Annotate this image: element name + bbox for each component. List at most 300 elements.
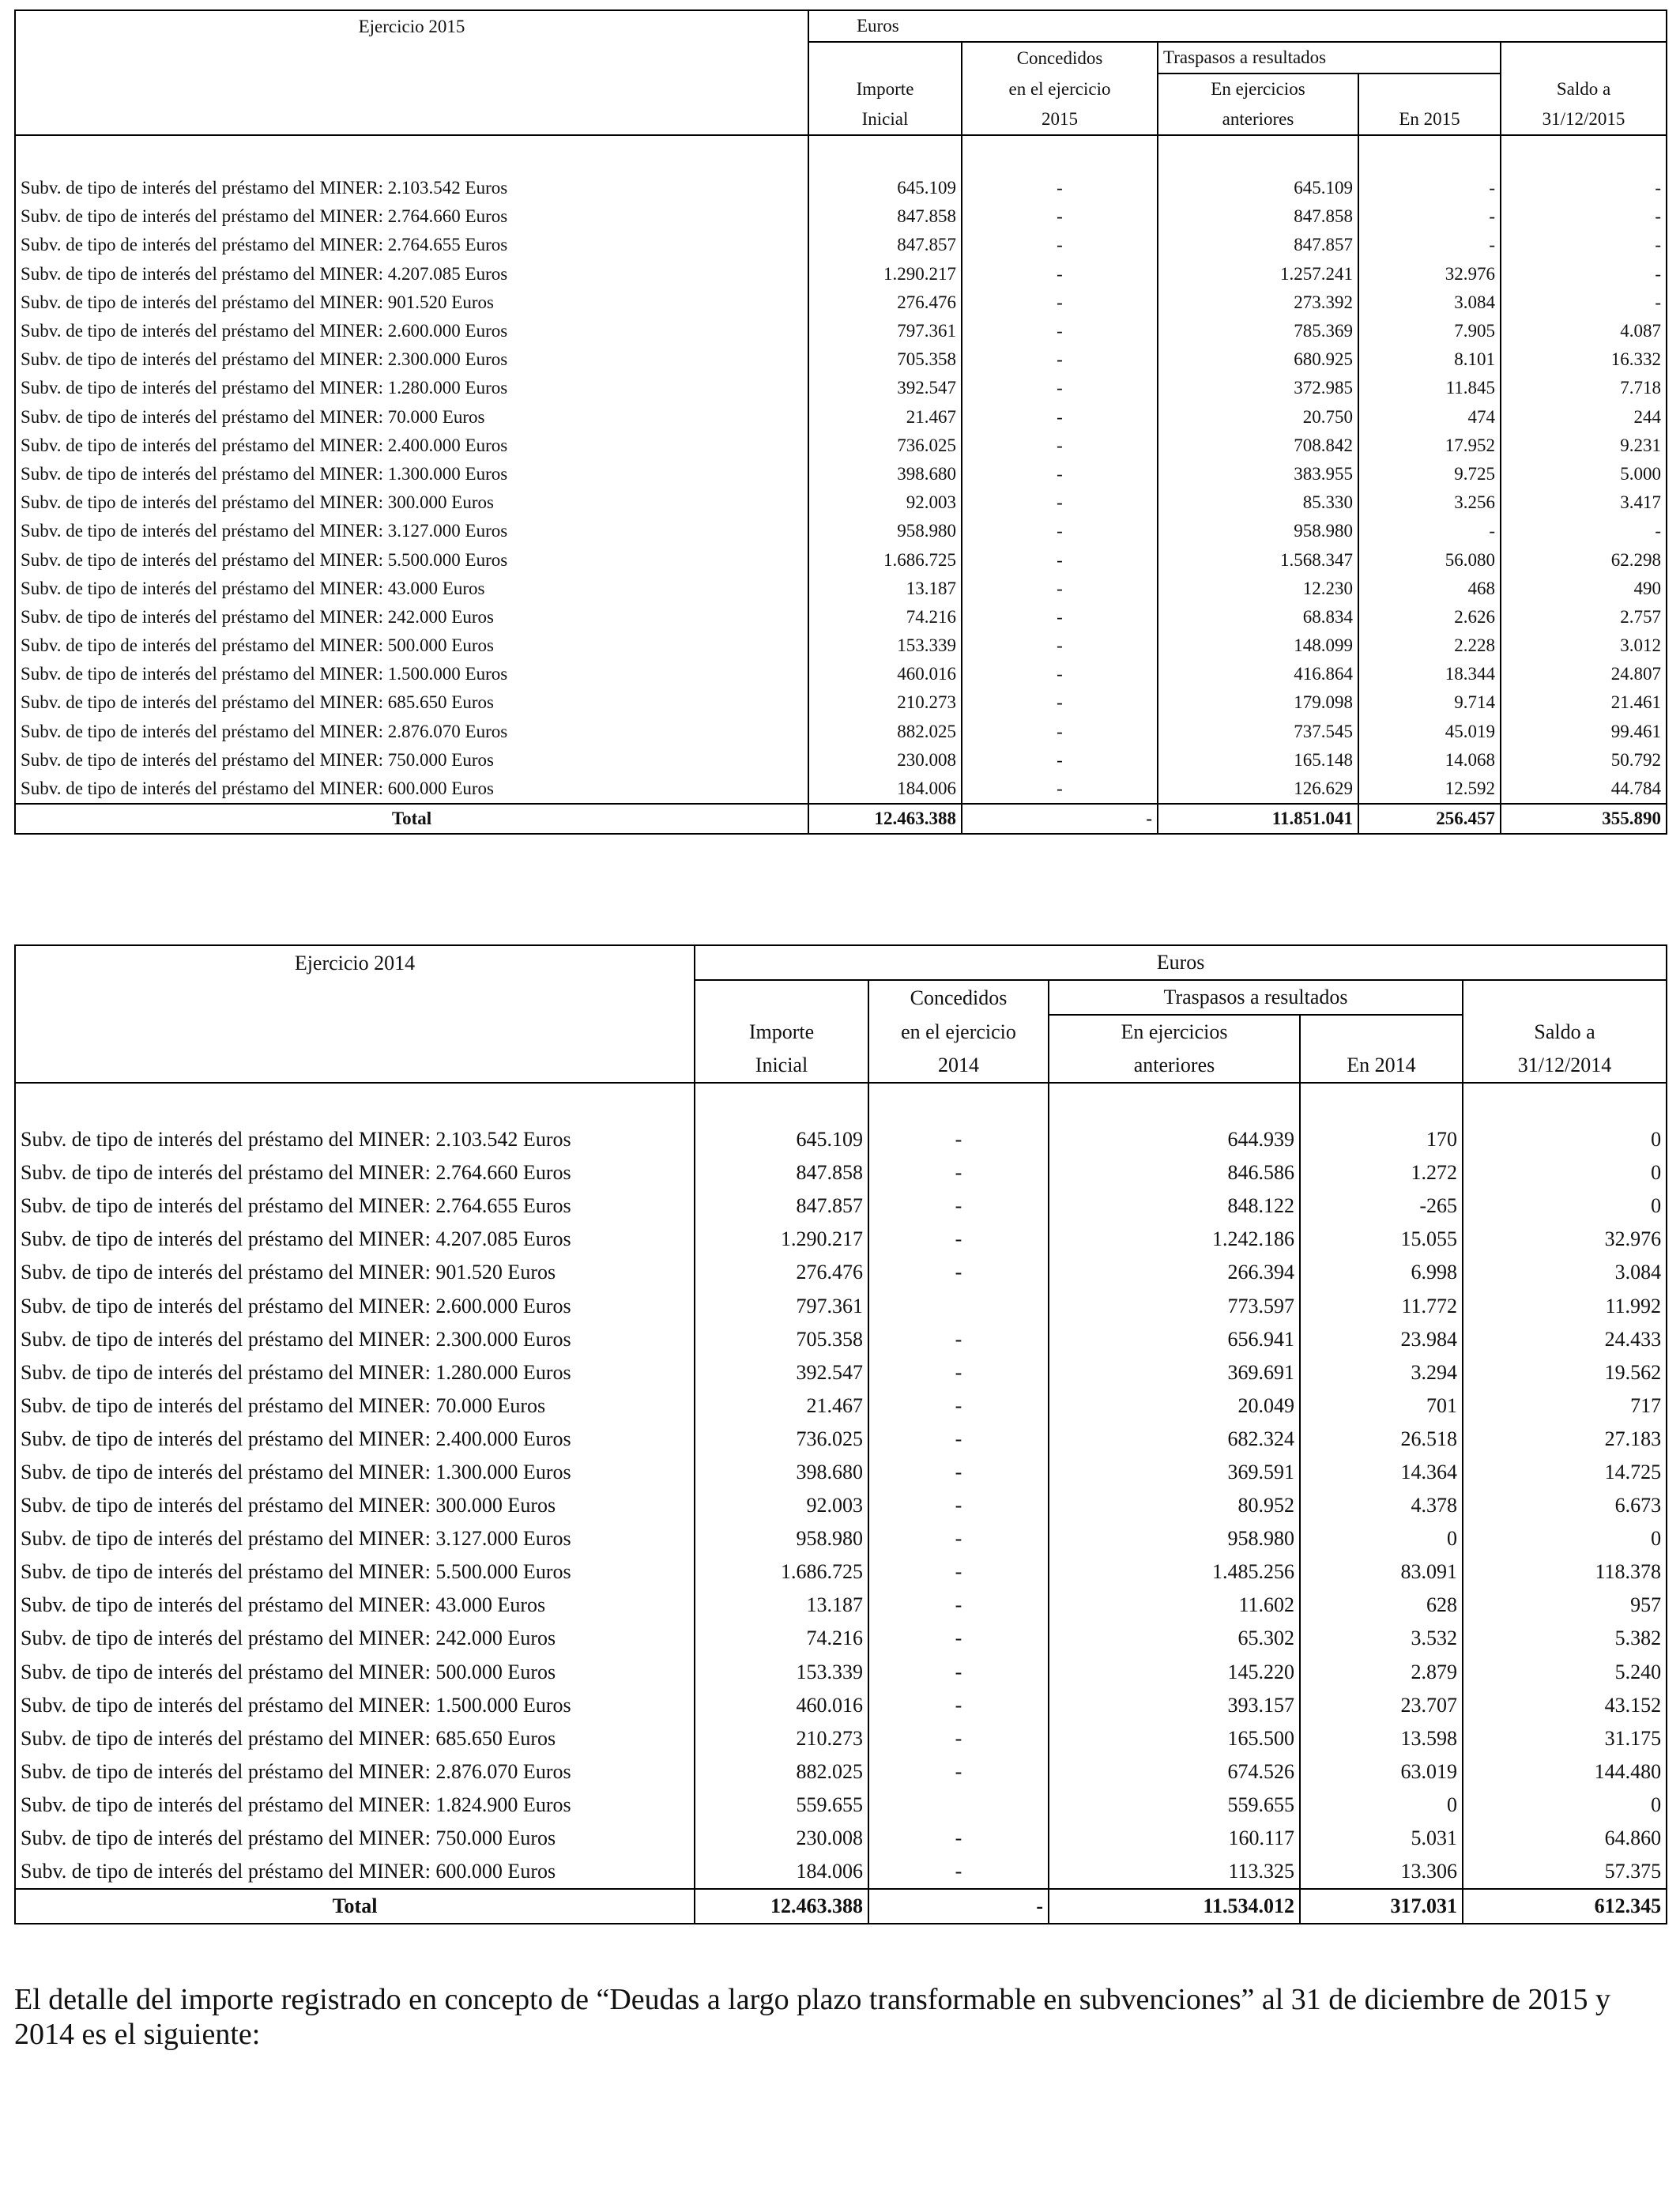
- table-row: [15, 1789, 1667, 1822]
- anteriores-cell: 682.324: [1049, 1423, 1300, 1456]
- concedidos-header: Concedidos: [962, 42, 1158, 74]
- concedidos-cell: -: [868, 1589, 1049, 1622]
- anteriores-cell: 165.500: [1049, 1722, 1300, 1755]
- concept-cell: Subv. de tipo de interés del préstamo del MINER: 2.400.000 Euros: [15, 1423, 695, 1456]
- importe-cell: 705.358: [695, 1323, 868, 1356]
- total-label: Total: [15, 1889, 695, 1924]
- concedidos-cell: -: [868, 1555, 1049, 1589]
- importe-cell: 21.467: [808, 403, 962, 432]
- anteriores-cell: 958.980: [1049, 1522, 1300, 1555]
- concept-cell: Subv. de tipo de interés del préstamo del MINER: 5.500.000 Euros: [15, 1555, 695, 1589]
- concept-cell: Subv. de tipo de interés del préstamo del MINER: 242.000 Euros: [15, 603, 808, 631]
- anteriores-header-line2: anteriores: [1158, 104, 1358, 135]
- table-row: [15, 1656, 1667, 1689]
- table-row: [15, 1223, 1667, 1256]
- anteriores-cell: 1.242.186: [1049, 1223, 1300, 1256]
- anteriores-cell: 160.117: [1049, 1822, 1300, 1855]
- table-row: [15, 1555, 1667, 1589]
- concedidos-cell: -: [962, 460, 1158, 488]
- importe-cell: 184.006: [808, 775, 962, 804]
- en-year-cell: 9.714: [1358, 688, 1501, 717]
- en-year-cell: 26.518: [1300, 1423, 1463, 1456]
- saldo-cell: 32.976: [1463, 1223, 1667, 1256]
- en-year-cell: 2.626: [1358, 603, 1501, 631]
- concedidos-cell: -: [868, 1855, 1049, 1889]
- importe-cell: 13.187: [808, 575, 962, 603]
- en-year-cell: 14.068: [1358, 746, 1501, 775]
- concedidos-cell: -: [962, 174, 1158, 202]
- concedidos-cell: -: [868, 1123, 1049, 1156]
- concedidos-cell: -: [962, 260, 1158, 288]
- en-year-cell: 701: [1300, 1389, 1463, 1423]
- en-year-cell: -: [1358, 202, 1501, 231]
- concept-cell: Subv. de tipo de interés del préstamo del MINER: 2.764.660 Euros: [15, 1156, 695, 1189]
- importe-cell: 13.187: [695, 1589, 868, 1622]
- concedidos-cell: -: [868, 1389, 1049, 1423]
- importe-header-line2: Inicial: [695, 1049, 868, 1083]
- concept-cell: Subv. de tipo de interés del préstamo del MINER: 242.000 Euros: [15, 1622, 695, 1655]
- total-importe: 12.463.388: [695, 1889, 868, 1924]
- saldo-cell: 19.562: [1463, 1356, 1667, 1389]
- saldo-cell: 24.433: [1463, 1323, 1667, 1356]
- concept-cell: Subv. de tipo de interés del préstamo del MINER: 2.300.000 Euros: [15, 1323, 695, 1356]
- saldo-cell: 5.240: [1463, 1656, 1667, 1689]
- concedidos-cell: -: [962, 603, 1158, 631]
- anteriores-cell: 113.325: [1049, 1855, 1300, 1889]
- en-year-cell: 5.031: [1300, 1822, 1463, 1855]
- concept-cell: Subv. de tipo de interés del préstamo del MINER: 2.876.070 Euros: [15, 1755, 695, 1789]
- table-row: [15, 460, 1667, 488]
- en-year-cell: 23.707: [1300, 1689, 1463, 1722]
- total-saldo: 355.890: [1501, 804, 1667, 834]
- importe-cell: 645.109: [808, 174, 962, 202]
- table-row: [15, 1289, 1667, 1322]
- en-year-cell: 3.294: [1300, 1356, 1463, 1389]
- concept-cell: Subv. de tipo de interés del préstamo del MINER: 3.127.000 Euros: [15, 517, 808, 545]
- concept-cell: Subv. de tipo de interés del préstamo del MINER: 2.764.660 Euros: [15, 202, 808, 231]
- concedidos-cell: -: [868, 1489, 1049, 1522]
- ejercicio-label: Ejercicio 2015: [15, 10, 808, 42]
- concept-cell: Subv. de tipo de interés del préstamo del MINER: 2.300.000 Euros: [15, 345, 808, 374]
- traspasos-header: Traspasos a resultados: [1158, 42, 1501, 74]
- concept-cell: Subv. de tipo de interés del préstamo del MINER: 70.000 Euros: [15, 403, 808, 432]
- saldo-cell: 16.332: [1501, 345, 1667, 374]
- importe-cell: 184.006: [695, 1855, 868, 1889]
- anteriores-cell: 369.591: [1049, 1456, 1300, 1489]
- concedidos-cell: -: [868, 1456, 1049, 1489]
- concedidos-cell: -: [962, 545, 1158, 574]
- importe-header-line2: Inicial: [808, 104, 962, 135]
- concedidos-cell: -: [868, 1323, 1049, 1356]
- table-row: [15, 488, 1667, 517]
- en-year-cell: 63.019: [1300, 1755, 1463, 1789]
- anteriores-cell: 145.220: [1049, 1656, 1300, 1689]
- saldo-header-line2: 31/12/2015: [1501, 104, 1667, 135]
- saldo-cell: 24.807: [1501, 660, 1667, 688]
- saldo-cell: 27.183: [1463, 1423, 1667, 1456]
- anteriores-cell: 645.109: [1158, 174, 1358, 202]
- en-year-cell: 3.256: [1358, 488, 1501, 517]
- total-anteriores: 11.851.041: [1158, 804, 1358, 834]
- importe-cell: 847.857: [808, 231, 962, 259]
- subvenciones-table: [14, 944, 1667, 1924]
- concedidos-cell: -: [962, 517, 1158, 545]
- concedidos-cell: -: [868, 1423, 1049, 1456]
- saldo-cell: -: [1501, 517, 1667, 545]
- concept-cell: Subv. de tipo de interés del préstamo del MINER: 2.103.542 Euros: [15, 174, 808, 202]
- table-row: [15, 1489, 1667, 1522]
- concept-cell: Subv. de tipo de interés del préstamo del MINER: 1.500.000 Euros: [15, 1689, 695, 1722]
- concept-cell: Subv. de tipo de interés del préstamo del MINER: 1.500.000 Euros: [15, 660, 808, 688]
- table-row: [15, 374, 1667, 402]
- anteriores-cell: 80.952: [1049, 1489, 1300, 1522]
- anteriores-cell: 85.330: [1158, 488, 1358, 517]
- concedidos-cell: -: [962, 746, 1158, 775]
- concedidos-cell: -: [868, 1256, 1049, 1289]
- concept-cell: Subv. de tipo de interés del préstamo del MINER: 1.280.000 Euros: [15, 374, 808, 402]
- en-year-cell: 628: [1300, 1589, 1463, 1622]
- saldo-cell: -: [1501, 288, 1667, 317]
- saldo-cell: 3.417: [1501, 488, 1667, 517]
- importe-cell: 92.003: [695, 1489, 868, 1522]
- table-row: [15, 1622, 1667, 1655]
- importe-cell: 736.025: [808, 432, 962, 460]
- importe-header: Importe: [808, 74, 962, 104]
- importe-cell: 958.980: [808, 517, 962, 545]
- saldo-cell: 2.757: [1501, 603, 1667, 631]
- en-year-cell: 15.055: [1300, 1223, 1463, 1256]
- concept-cell: Subv. de tipo de interés del préstamo del MINER: 600.000 Euros: [15, 1855, 695, 1889]
- concedidos-cell: -: [962, 403, 1158, 432]
- importe-cell: 230.008: [808, 746, 962, 775]
- concedidos-header-line2: en el ejercicio: [868, 1015, 1049, 1049]
- table-row: [15, 345, 1667, 374]
- en-year-cell: 1.272: [1300, 1156, 1463, 1189]
- concedidos-header: Concedidos: [868, 980, 1049, 1015]
- saldo-cell: 14.725: [1463, 1456, 1667, 1489]
- table-body: [15, 1123, 1667, 1889]
- concept-cell: Subv. de tipo de interés del préstamo del MINER: 2.103.542 Euros: [15, 1123, 695, 1156]
- saldo-cell: 144.480: [1463, 1755, 1667, 1789]
- concedidos-cell: -: [962, 631, 1158, 660]
- en-year-cell: 12.592: [1358, 775, 1501, 804]
- importe-cell: 230.008: [695, 1822, 868, 1855]
- importe-cell: 645.109: [695, 1123, 868, 1156]
- anteriores-cell: 372.985: [1158, 374, 1358, 402]
- concedidos-header-line2: en el ejercicio: [962, 74, 1158, 104]
- concedidos-cell: [868, 1289, 1049, 1322]
- importe-cell: 153.339: [808, 631, 962, 660]
- currency-label: Euros: [808, 10, 1667, 42]
- saldo-cell: 0: [1463, 1156, 1667, 1189]
- table-row: [15, 688, 1667, 717]
- saldo-cell: 4.087: [1501, 317, 1667, 345]
- anteriores-cell: 20.049: [1049, 1389, 1300, 1423]
- en-year-cell: 14.364: [1300, 1456, 1463, 1489]
- concedidos-cell: -: [868, 1822, 1049, 1855]
- anteriores-cell: 126.629: [1158, 775, 1358, 804]
- importe-cell: 1.290.217: [808, 260, 962, 288]
- saldo-cell: 490: [1501, 575, 1667, 603]
- ejercicio-label: Ejercicio 2014: [15, 945, 695, 980]
- table-row: [15, 545, 1667, 574]
- anteriores-cell: 65.302: [1049, 1622, 1300, 1655]
- concept-cell: Subv. de tipo de interés del préstamo del MINER: 5.500.000 Euros: [15, 545, 808, 574]
- table-row: [15, 1156, 1667, 1189]
- concept-cell: Subv. de tipo de interés del préstamo del MINER: 1.824.900 Euros: [15, 1789, 695, 1822]
- table-row: [15, 432, 1667, 460]
- anteriores-header: En ejercicios: [1049, 1015, 1300, 1049]
- concedidos-cell: -: [962, 688, 1158, 717]
- table-row: [15, 1722, 1667, 1755]
- en-year-cell: 4.378: [1300, 1489, 1463, 1522]
- anteriores-cell: 1.568.347: [1158, 545, 1358, 574]
- saldo-cell: 5.000: [1501, 460, 1667, 488]
- subvenciones-table: [14, 9, 1667, 835]
- table-row: [15, 1689, 1667, 1722]
- importe-cell: 74.216: [695, 1622, 868, 1655]
- concept-cell: Subv. de tipo de interés del préstamo del MINER: 300.000 Euros: [15, 488, 808, 517]
- table-row: [15, 1855, 1667, 1889]
- en-year-cell: 170: [1300, 1123, 1463, 1156]
- saldo-cell: -: [1501, 231, 1667, 259]
- anteriores-cell: 846.586: [1049, 1156, 1300, 1189]
- concept-cell: Subv. de tipo de interés del préstamo del MINER: 1.280.000 Euros: [15, 1356, 695, 1389]
- concept-cell: Subv. de tipo de interés del préstamo del MINER: 1.300.000 Euros: [15, 460, 808, 488]
- table-row: [15, 775, 1667, 804]
- en-year-cell: 13.306: [1300, 1855, 1463, 1889]
- en-year-cell: 11.772: [1300, 1289, 1463, 1322]
- saldo-header: Saldo a: [1501, 74, 1667, 104]
- anteriores-cell: 674.526: [1049, 1755, 1300, 1789]
- saldo-header: Saldo a: [1463, 1015, 1667, 1049]
- en-year-cell: 45.019: [1358, 718, 1501, 746]
- en-year-cell: 3.532: [1300, 1622, 1463, 1655]
- saldo-cell: 31.175: [1463, 1722, 1667, 1755]
- concept-cell: Subv. de tipo de interés del préstamo del MINER: 500.000 Euros: [15, 1656, 695, 1689]
- total-concedidos: -: [868, 1889, 1049, 1924]
- table-row: [15, 403, 1667, 432]
- importe-cell: 882.025: [695, 1755, 868, 1789]
- saldo-cell: 0: [1463, 1123, 1667, 1156]
- saldo-cell: 21.461: [1501, 688, 1667, 717]
- table-body: [15, 174, 1667, 804]
- concedidos-cell: -: [962, 432, 1158, 460]
- anteriores-cell: 773.597: [1049, 1289, 1300, 1322]
- body-paragraph: El detalle del importe registrado en concepto de “Deudas a largo plazo transformable en subvenciones” al 31 de diciembre de 2015 y 2014 es el siguiente:: [14, 1983, 1610, 2051]
- concept-cell: Subv. de tipo de interés del préstamo del MINER: 2.764.655 Euros: [15, 231, 808, 259]
- concept-cell: Subv. de tipo de interés del préstamo del MINER: 1.300.000 Euros: [15, 1456, 695, 1489]
- importe-cell: 559.655: [695, 1789, 868, 1822]
- en-year-cell: 2.879: [1300, 1656, 1463, 1689]
- concept-cell: Subv. de tipo de interés del préstamo del MINER: 685.650 Euros: [15, 1722, 695, 1755]
- table-row: [15, 231, 1667, 259]
- saldo-cell: 50.792: [1501, 746, 1667, 775]
- anteriores-cell: 393.157: [1049, 1689, 1300, 1722]
- saldo-cell: 57.375: [1463, 1855, 1667, 1889]
- importe-cell: 797.361: [808, 317, 962, 345]
- concept-cell: Subv. de tipo de interés del préstamo del MINER: 4.207.085 Euros: [15, 1223, 695, 1256]
- concedidos-cell: -: [868, 1656, 1049, 1689]
- importe-cell: 460.016: [808, 660, 962, 688]
- saldo-header-line2: 31/12/2014: [1463, 1049, 1667, 1083]
- anteriores-cell: 958.980: [1158, 517, 1358, 545]
- concedidos-cell: -: [962, 718, 1158, 746]
- table-row: [15, 1389, 1667, 1423]
- en-year-header: En 2014: [1300, 1049, 1463, 1083]
- en-year-cell: 56.080: [1358, 545, 1501, 574]
- concedidos-cell: -: [962, 317, 1158, 345]
- importe-cell: 1.290.217: [695, 1223, 868, 1256]
- en-year-cell: -: [1358, 231, 1501, 259]
- importe-cell: 92.003: [808, 488, 962, 517]
- table-row: [15, 1323, 1667, 1356]
- en-year-cell: -265: [1300, 1189, 1463, 1223]
- en-year-cell: 0: [1300, 1789, 1463, 1822]
- concedidos-cell: -: [962, 202, 1158, 231]
- saldo-cell: 118.378: [1463, 1555, 1667, 1589]
- anteriores-cell: 273.392: [1158, 288, 1358, 317]
- saldo-cell: 64.860: [1463, 1822, 1667, 1855]
- concedidos-header-line3: 2014: [868, 1049, 1049, 1083]
- importe-cell: 847.858: [808, 202, 962, 231]
- anteriores-cell: 266.394: [1049, 1256, 1300, 1289]
- importe-cell: 276.476: [695, 1256, 868, 1289]
- anteriores-header-line2: anteriores: [1049, 1049, 1300, 1083]
- concept-cell: Subv. de tipo de interés del préstamo del MINER: 500.000 Euros: [15, 631, 808, 660]
- importe-cell: 797.361: [695, 1289, 868, 1322]
- en-year-cell: 8.101: [1358, 345, 1501, 374]
- concept-cell: Subv. de tipo de interés del préstamo del MINER: 70.000 Euros: [15, 1389, 695, 1423]
- table-row: [15, 317, 1667, 345]
- saldo-cell: 0: [1463, 1789, 1667, 1822]
- concedidos-cell: -: [868, 1522, 1049, 1555]
- concedidos-cell: -: [868, 1722, 1049, 1755]
- total-anteriores: 11.534.012: [1049, 1889, 1300, 1924]
- concedidos-cell: -: [868, 1622, 1049, 1655]
- concept-cell: Subv. de tipo de interés del préstamo del MINER: 901.520 Euros: [15, 1256, 695, 1289]
- anteriores-cell: 165.148: [1158, 746, 1358, 775]
- table-row: [15, 1522, 1667, 1555]
- en-year-cell: 3.084: [1358, 288, 1501, 317]
- table-row: [15, 1356, 1667, 1389]
- concept-cell: Subv. de tipo de interés del préstamo del MINER: 2.600.000 Euros: [15, 1289, 695, 1322]
- en-year-cell: 17.952: [1358, 432, 1501, 460]
- table-row: [15, 202, 1667, 231]
- en-year-cell: 23.984: [1300, 1323, 1463, 1356]
- total-concedidos: -: [962, 804, 1158, 834]
- en-year-cell: 7.905: [1358, 317, 1501, 345]
- importe-cell: 392.547: [808, 374, 962, 402]
- en-year-cell: 468: [1358, 575, 1501, 603]
- saldo-cell: 0: [1463, 1522, 1667, 1555]
- importe-cell: 74.216: [808, 603, 962, 631]
- traspasos-header: Traspasos a resultados: [1049, 980, 1463, 1015]
- anteriores-cell: 20.750: [1158, 403, 1358, 432]
- table-row: [15, 603, 1667, 631]
- saldo-cell: -: [1501, 174, 1667, 202]
- concedidos-cell: -: [962, 345, 1158, 374]
- concept-cell: Subv. de tipo de interés del préstamo del MINER: 750.000 Euros: [15, 1822, 695, 1855]
- importe-cell: 958.980: [695, 1522, 868, 1555]
- anteriores-cell: 148.099: [1158, 631, 1358, 660]
- importe-cell: 847.858: [695, 1156, 868, 1189]
- saldo-cell: 99.461: [1501, 718, 1667, 746]
- importe-cell: 736.025: [695, 1423, 868, 1456]
- anteriores-cell: 737.545: [1158, 718, 1358, 746]
- table-row: [15, 288, 1667, 317]
- saldo-cell: 5.382: [1463, 1622, 1667, 1655]
- saldo-cell: 62.298: [1501, 545, 1667, 574]
- total-row: [15, 1889, 1667, 1924]
- total-importe: 12.463.388: [808, 804, 962, 834]
- concedidos-cell: -: [962, 488, 1158, 517]
- concedidos-cell: -: [962, 374, 1158, 402]
- concedidos-cell: -: [962, 660, 1158, 688]
- anteriores-header: En ejercicios: [1158, 74, 1358, 104]
- saldo-cell: -: [1501, 202, 1667, 231]
- saldo-cell: 0: [1463, 1189, 1667, 1223]
- concedidos-cell: -: [962, 775, 1158, 804]
- concept-cell: Subv. de tipo de interés del préstamo del MINER: 43.000 Euros: [15, 575, 808, 603]
- table-row: [15, 1589, 1667, 1622]
- en-year-cell: 474: [1358, 403, 1501, 432]
- table-row: [15, 631, 1667, 660]
- total-en-year: 256.457: [1358, 804, 1501, 834]
- anteriores-cell: 1.257.241: [1158, 260, 1358, 288]
- table-ejercicio-2014: [14, 944, 1666, 1924]
- concedidos-cell: [868, 1789, 1049, 1822]
- saldo-cell: 9.231: [1501, 432, 1667, 460]
- table-row: [15, 174, 1667, 202]
- importe-cell: 847.857: [695, 1189, 868, 1223]
- concedidos-cell: -: [868, 1189, 1049, 1223]
- concept-cell: Subv. de tipo de interés del préstamo del MINER: 2.876.070 Euros: [15, 718, 808, 746]
- table-row: [15, 1822, 1667, 1855]
- saldo-cell: 3.084: [1463, 1256, 1667, 1289]
- en-year-cell: -: [1358, 517, 1501, 545]
- importe-cell: 460.016: [695, 1689, 868, 1722]
- total-label: Total: [15, 804, 808, 834]
- concedidos-cell: -: [962, 575, 1158, 603]
- importe-header: Importe: [695, 1015, 868, 1049]
- en-year-cell: 9.725: [1358, 460, 1501, 488]
- anteriores-cell: 68.834: [1158, 603, 1358, 631]
- table-row: [15, 718, 1667, 746]
- saldo-cell: 7.718: [1501, 374, 1667, 402]
- importe-cell: 21.467: [695, 1389, 868, 1423]
- saldo-cell: 11.992: [1463, 1289, 1667, 1322]
- en-year-cell: 32.976: [1358, 260, 1501, 288]
- importe-cell: 276.476: [808, 288, 962, 317]
- table-row: [15, 260, 1667, 288]
- anteriores-cell: 848.122: [1049, 1189, 1300, 1223]
- importe-cell: 1.686.725: [808, 545, 962, 574]
- concept-cell: Subv. de tipo de interés del préstamo del MINER: 685.650 Euros: [15, 688, 808, 717]
- anteriores-cell: 559.655: [1049, 1789, 1300, 1822]
- table-row: [15, 1189, 1667, 1223]
- saldo-cell: 43.152: [1463, 1689, 1667, 1722]
- anteriores-cell: 785.369: [1158, 317, 1358, 345]
- en-year-header: En 2015: [1358, 104, 1501, 135]
- anteriores-cell: 369.691: [1049, 1356, 1300, 1389]
- anteriores-cell: 656.941: [1049, 1323, 1300, 1356]
- table-row: [15, 517, 1667, 545]
- saldo-cell: -: [1501, 260, 1667, 288]
- table-row: [15, 746, 1667, 775]
- importe-cell: 210.273: [695, 1722, 868, 1755]
- anteriores-cell: 680.925: [1158, 345, 1358, 374]
